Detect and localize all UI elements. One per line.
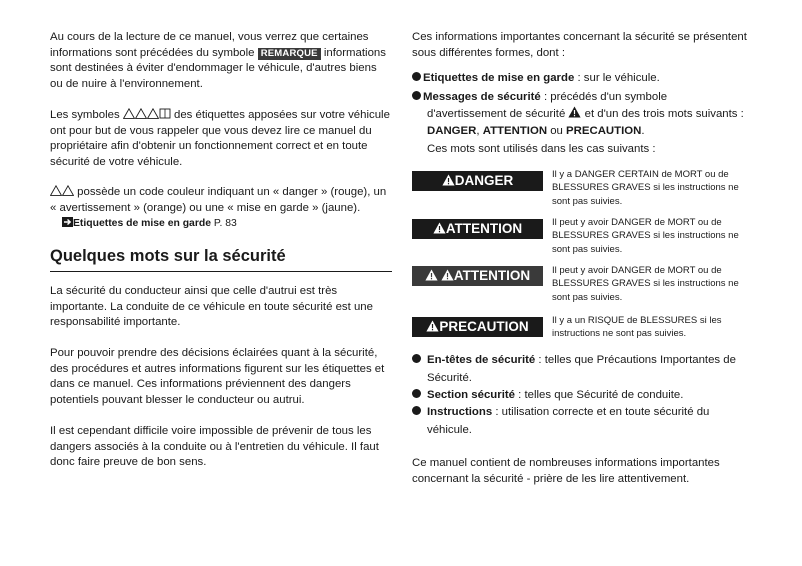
bullet-headers-rest: : telles que Précautions Importantes de Sécurité. [427, 354, 736, 384]
word-precaution: PRECAUTION [566, 125, 642, 137]
symbols-text-pre: Les symboles [50, 109, 120, 121]
cross-reference-page: P. 83 [213, 218, 237, 229]
bullet-messages-line2 [427, 106, 757, 124]
word-attention: ATTENTION [482, 125, 548, 137]
symbols-paragraph [50, 108, 392, 170]
symbols-text-mid: des étiquettes apposées sur votre véhicule [173, 109, 390, 121]
signal-danger-box [412, 171, 543, 191]
section-heading: Quelques mots sur la sécurité [50, 247, 392, 272]
bullet-icon [412, 406, 421, 415]
word-danger: DANGER [427, 125, 477, 137]
closing-paragraph: Ce manuel contient de nombreuses informations importantes concernant la sécurité - prière de les lire attentivement. [412, 457, 720, 485]
signal-precaution-text: Il y a un RISQUE de BLESSURES si les instructions ne sont pas suivies. [552, 315, 722, 340]
signal-attention-box [412, 219, 543, 239]
bullet-icon [412, 91, 421, 100]
warning-icon [433, 222, 446, 234]
bullet-labels [412, 70, 757, 88]
bullet-icon [412, 72, 421, 81]
cases-intro: Ces mots sont utilisés dans les cas suivants : [427, 143, 656, 155]
word-comma: , [476, 125, 483, 137]
warning-icon [425, 269, 438, 281]
color-code-paragraph [50, 185, 392, 216]
bullet-section-rest: : telles que Sécurité de conduite. [515, 389, 684, 401]
bullet-headers-bold: En-têtes de sécurité [427, 354, 536, 366]
paragraph-2: Pour pouvoir prendre des décisions éclairées quant à la sécurité, des procédures et autres informations figurent sur les étiquettes et dans ce manuel. Ces informations préviennent des dangers potentiels pouvant blesser le conducteur ou autrui. [50, 347, 385, 406]
bullet-messages [412, 89, 757, 107]
warning-icon [426, 320, 439, 332]
signal-attention-double-box [412, 266, 543, 286]
signal-danger-label: DANGER [454, 173, 514, 188]
bullet-messages-rest2: d'avertissement de sécurité [427, 108, 566, 120]
signal-danger-text: Il y a DANGER CERTAIN de MORT ou de BLESSURES GRAVES si les instructions ne sont pas suivies. [552, 169, 739, 207]
intro-text-post: informations sont destinées à éviter d'endommager le véhicule, d'autres biens ou de nuire à l'environnement. [50, 46, 386, 90]
bullet-labels-bold: Etiquettes de mise en garde [423, 72, 575, 84]
bullet-labels-rest: : sur le véhicule. [574, 72, 660, 84]
bullet-messages-rest1: : précédés d'un symbole [540, 91, 668, 103]
bullet-messages-rest3: et d'un des trois mots suivants : [581, 108, 744, 120]
bullet-instructions-bold: Instructions [427, 406, 493, 418]
signal-attention-label: ATTENTION [445, 221, 523, 236]
cross-reference-label[interactable]: Etiquettes de mise en garde [73, 218, 212, 229]
paragraph-1: La sécurité du conducteur ainsi que celle d'autrui est très importante. La conduite de ce véhicule en toute sécurité est une responsabilité importante. [50, 285, 373, 329]
arrow-right-icon [62, 217, 73, 227]
bullet-instructions [412, 404, 757, 439]
word-dot: . [641, 125, 645, 137]
paragraph-3: Il est cependant difficile voire impossible de prévenir de tous les dangers associés à la conduite ou à l'entretien du véhicule. Il faut donc faire preuve de bon sens. [50, 425, 379, 469]
signal-precaution-label: PRECAUTION [439, 319, 529, 334]
warning-outline-icon [135, 108, 147, 119]
word-ou: ou [547, 125, 567, 137]
warning-outline-icon [123, 108, 135, 119]
signal-attention-double-text: Il peut y avoir DANGER de MORT ou de BLESSURES GRAVES si les instructions ne sont pas suivies. [552, 265, 739, 303]
color-code-text: possède un code couleur indiquant un « danger » (rouge), un « avertissement » (orange) ou une « mise en garde » (jaune). [50, 186, 387, 214]
warning-filled-icon [568, 106, 581, 118]
signal-words-line [427, 123, 757, 141]
signal-precaution-box [412, 317, 543, 337]
signal-attention-text: Il peut y avoir DANGER de MORT ou de BLESSURES GRAVES si les instructions ne sont pas suivies. [552, 217, 739, 255]
bullet-headers [412, 352, 772, 387]
warning-outline-icon [50, 185, 62, 196]
warning-icon [441, 269, 454, 281]
warning-icon [442, 174, 455, 186]
bullet-icon [412, 389, 421, 398]
intro-paragraph [50, 30, 392, 92]
remarque-badge: REMARQUE [258, 48, 321, 60]
bullet-section [412, 387, 772, 405]
bullet-instructions-rest: : utilisation correcte et en toute sécurité du véhicule. [427, 406, 710, 436]
symbols-text-post: ont pour but de vous rappeler que vous devez lire ce manuel du propriétaire afin d'obtenir un fonctionnement correct et en toute sécurité de votre véhicule. [50, 124, 372, 168]
manual-book-icon [159, 108, 171, 119]
bullet-icon [412, 354, 421, 363]
right-intro: Ces informations importantes concernant la sécurité se présentent sous différentes formes, dont : [412, 31, 747, 59]
bullet-messages-bold: Messages de sécurité [423, 91, 541, 103]
signal-attention-double-label: ATTENTION [453, 268, 531, 283]
warning-outline-icon [62, 185, 74, 196]
intro-text-pre: Au cours de la lecture de ce manuel, vous verrez que certaines informations sont précédées du symbole [50, 31, 369, 59]
bullet-section-bold: Section sécurité [427, 389, 515, 401]
cross-reference[interactable] [62, 216, 392, 232]
warning-outline-icon [147, 108, 159, 119]
